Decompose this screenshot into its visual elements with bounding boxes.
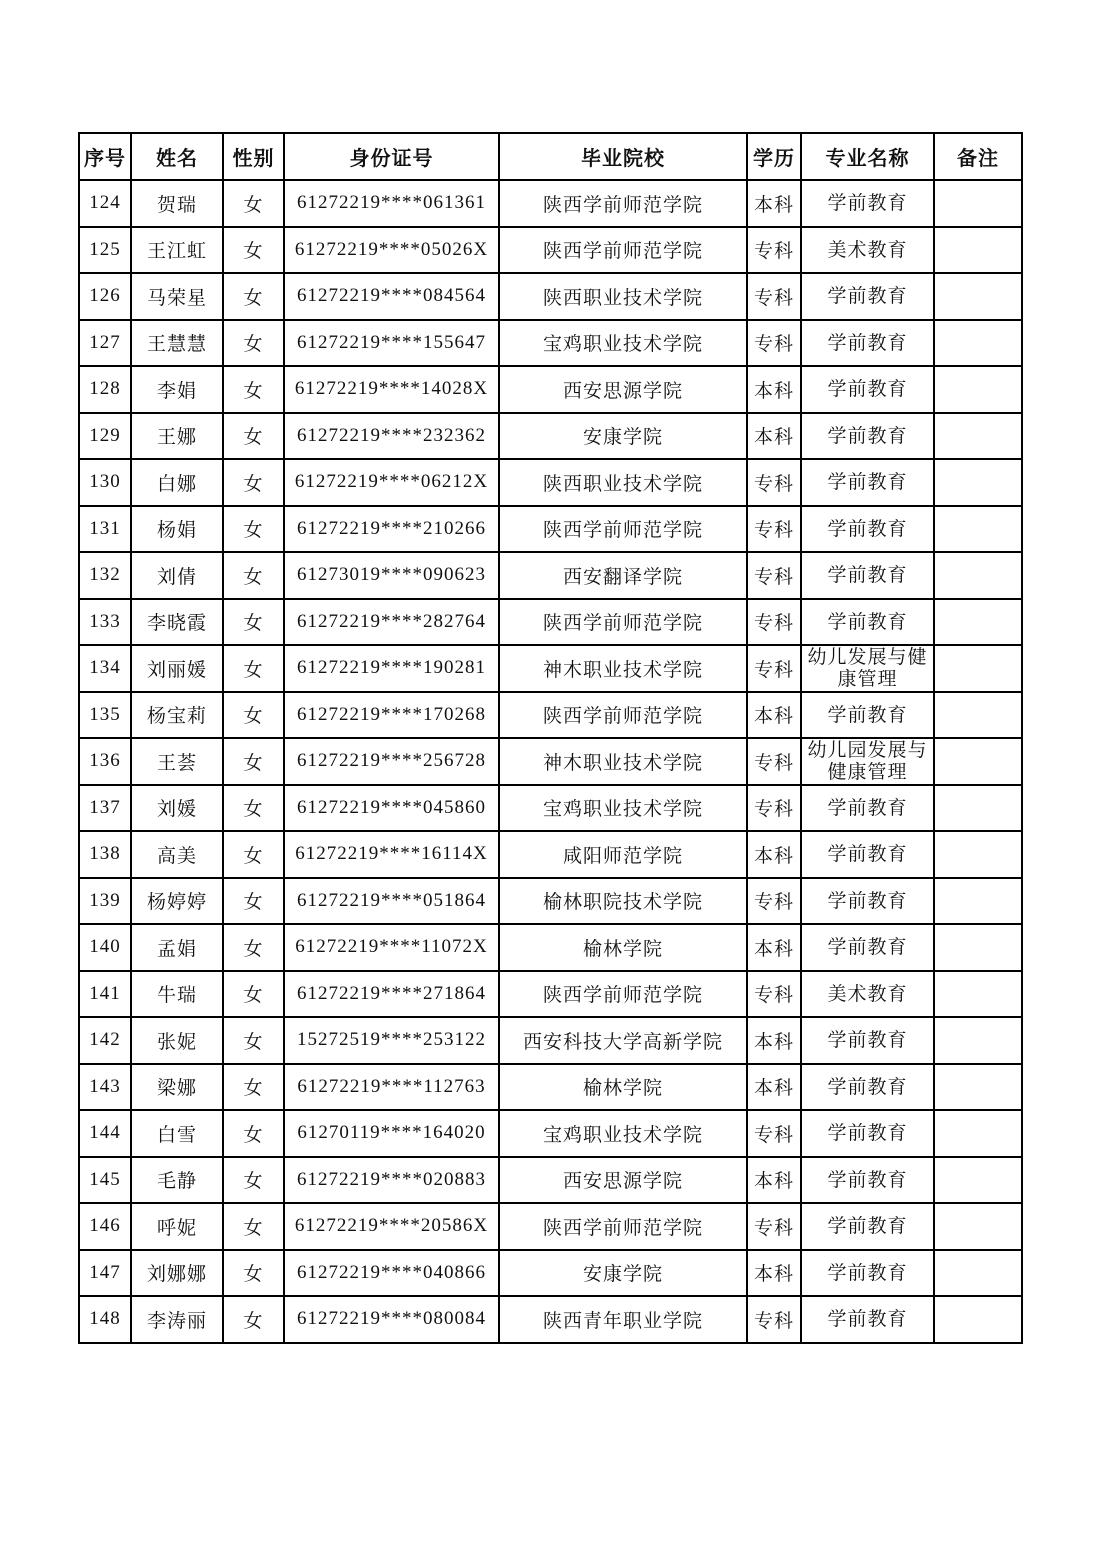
cell-education: 专科 — [747, 878, 801, 925]
cell-school: 咸阳师范学院 — [499, 831, 747, 878]
cell-school: 榆林学院 — [499, 1064, 747, 1111]
table-row — [79, 1296, 1022, 1343]
table-row — [79, 785, 1022, 832]
cell-school: 陕西学前师范学院 — [499, 180, 747, 227]
cell-name: 高美 — [131, 831, 223, 878]
cell-name: 刘娜娜 — [131, 1250, 223, 1297]
cell-no: 139 — [79, 878, 131, 925]
cell-id-number: 61272219****084564 — [284, 273, 499, 320]
header-cell-no: 序号 — [79, 133, 131, 180]
cell-note — [934, 645, 1022, 692]
cell-gender: 女 — [223, 180, 284, 227]
cell-note — [934, 506, 1022, 553]
cell-id-number: 61272219****040866 — [284, 1250, 499, 1297]
cell-major: 学前教育 — [801, 1110, 934, 1157]
header-cell-school: 毕业院校 — [499, 133, 747, 180]
cell-note — [934, 273, 1022, 320]
cell-major: 学前教育 — [801, 1064, 934, 1111]
cell-id-number: 61273019****090623 — [284, 552, 499, 599]
cell-school: 宝鸡职业技术学院 — [499, 320, 747, 367]
table-row — [79, 1203, 1022, 1250]
cell-gender: 女 — [223, 785, 284, 832]
roster-table — [78, 132, 1023, 1344]
table-row — [79, 273, 1022, 320]
cell-gender: 女 — [223, 1017, 284, 1064]
cell-no: 131 — [79, 506, 131, 553]
cell-no: 140 — [79, 924, 131, 971]
cell-id-number: 61272219****271864 — [284, 971, 499, 1018]
cell-no: 128 — [79, 366, 131, 413]
cell-name: 李涛丽 — [131, 1296, 223, 1343]
cell-no: 137 — [79, 785, 131, 832]
cell-id-number: 61272219****05026X — [284, 227, 499, 274]
table-row — [79, 366, 1022, 413]
cell-school: 宝鸡职业技术学院 — [499, 1110, 747, 1157]
cell-gender: 女 — [223, 1296, 284, 1343]
cell-no: 144 — [79, 1110, 131, 1157]
cell-no: 134 — [79, 645, 131, 692]
cell-name: 毛静 — [131, 1157, 223, 1204]
header-cell-gender: 性别 — [223, 133, 284, 180]
cell-note — [934, 1110, 1022, 1157]
header-row — [79, 133, 1022, 180]
cell-note — [934, 413, 1022, 460]
cell-no: 124 — [79, 180, 131, 227]
cell-gender: 女 — [223, 320, 284, 367]
cell-name: 刘倩 — [131, 552, 223, 599]
cell-major: 学前教育 — [801, 1250, 934, 1297]
cell-major: 学前教育 — [801, 785, 934, 832]
cell-education: 本科 — [747, 413, 801, 460]
cell-no: 146 — [79, 1203, 131, 1250]
cell-gender: 女 — [223, 506, 284, 553]
cell-name: 王慧慧 — [131, 320, 223, 367]
cell-major: 幼儿园发展与健康管理 — [801, 738, 934, 785]
cell-major: 学前教育 — [801, 273, 934, 320]
cell-no: 135 — [79, 692, 131, 739]
cell-id-number: 61272219****20586X — [284, 1203, 499, 1250]
table-row — [79, 831, 1022, 878]
cell-name: 李晓霞 — [131, 599, 223, 646]
cell-gender: 女 — [223, 1157, 284, 1204]
cell-education: 专科 — [747, 971, 801, 1018]
cell-note — [934, 785, 1022, 832]
cell-note — [934, 320, 1022, 367]
cell-major: 学前教育 — [801, 878, 934, 925]
cell-no: 148 — [79, 1296, 131, 1343]
cell-note — [934, 971, 1022, 1018]
cell-major: 学前教育 — [801, 180, 934, 227]
cell-gender: 女 — [223, 227, 284, 274]
cell-major: 学前教育 — [801, 599, 934, 646]
cell-name: 张妮 — [131, 1017, 223, 1064]
cell-note — [934, 878, 1022, 925]
cell-school: 榆林学院 — [499, 924, 747, 971]
cell-note — [934, 552, 1022, 599]
cell-gender: 女 — [223, 1203, 284, 1250]
cell-gender: 女 — [223, 924, 284, 971]
cell-school: 西安思源学院 — [499, 366, 747, 413]
cell-education: 专科 — [747, 1296, 801, 1343]
cell-no: 145 — [79, 1157, 131, 1204]
cell-major: 学前教育 — [801, 552, 934, 599]
cell-name: 孟娟 — [131, 924, 223, 971]
cell-education: 本科 — [747, 180, 801, 227]
cell-school: 神木职业技术学院 — [499, 645, 747, 692]
cell-gender: 女 — [223, 1110, 284, 1157]
cell-education: 本科 — [747, 831, 801, 878]
cell-education: 本科 — [747, 1250, 801, 1297]
cell-note — [934, 1250, 1022, 1297]
cell-id-number: 61272219****256728 — [284, 738, 499, 785]
cell-no: 143 — [79, 1064, 131, 1111]
cell-id-number: 61272219****232362 — [284, 413, 499, 460]
table-row — [79, 971, 1022, 1018]
cell-note — [934, 1017, 1022, 1064]
cell-school: 神木职业技术学院 — [499, 738, 747, 785]
cell-note — [934, 459, 1022, 506]
cell-name: 白娜 — [131, 459, 223, 506]
cell-note — [934, 1296, 1022, 1343]
cell-name: 杨娟 — [131, 506, 223, 553]
cell-major: 学前教育 — [801, 692, 934, 739]
table-row — [79, 924, 1022, 971]
cell-school: 西安翻译学院 — [499, 552, 747, 599]
cell-no: 130 — [79, 459, 131, 506]
cell-major: 学前教育 — [801, 506, 934, 553]
table-row — [79, 645, 1022, 692]
cell-school: 陕西学前师范学院 — [499, 506, 747, 553]
table-row — [79, 227, 1022, 274]
cell-no: 142 — [79, 1017, 131, 1064]
cell-id-number: 61272219****11072X — [284, 924, 499, 971]
table-row — [79, 552, 1022, 599]
cell-major: 学前教育 — [801, 1157, 934, 1204]
cell-education: 专科 — [747, 785, 801, 832]
cell-gender: 女 — [223, 971, 284, 1018]
cell-no: 132 — [79, 552, 131, 599]
table-row — [79, 878, 1022, 925]
cell-education: 专科 — [747, 227, 801, 274]
cell-school: 陕西学前师范学院 — [499, 1203, 747, 1250]
header-cell-id: 身份证号 — [284, 133, 499, 180]
cell-school: 安康学院 — [499, 413, 747, 460]
cell-name: 王荟 — [131, 738, 223, 785]
cell-education: 专科 — [747, 599, 801, 646]
cell-education: 专科 — [747, 273, 801, 320]
cell-name: 刘丽媛 — [131, 645, 223, 692]
cell-gender: 女 — [223, 413, 284, 460]
cell-school: 陕西职业技术学院 — [499, 273, 747, 320]
table-row — [79, 506, 1022, 553]
cell-education: 本科 — [747, 1017, 801, 1064]
cell-id-number: 61272219****045860 — [284, 785, 499, 832]
cell-gender: 女 — [223, 366, 284, 413]
cell-note — [934, 227, 1022, 274]
cell-major: 学前教育 — [801, 1203, 934, 1250]
cell-no: 136 — [79, 738, 131, 785]
cell-major: 美术教育 — [801, 227, 934, 274]
cell-major: 学前教育 — [801, 924, 934, 971]
cell-school: 宝鸡职业技术学院 — [499, 785, 747, 832]
cell-no: 127 — [79, 320, 131, 367]
cell-major: 学前教育 — [801, 320, 934, 367]
cell-id-number: 61272219****06212X — [284, 459, 499, 506]
cell-id-number: 61272219****16114X — [284, 831, 499, 878]
cell-id-number: 61272219****14028X — [284, 366, 499, 413]
cell-note — [934, 1203, 1022, 1250]
cell-id-number: 61272219****020883 — [284, 1157, 499, 1204]
cell-id-number: 15272519****253122 — [284, 1017, 499, 1064]
cell-note — [934, 692, 1022, 739]
table-row — [79, 1250, 1022, 1297]
table-row — [79, 1064, 1022, 1111]
cell-no: 129 — [79, 413, 131, 460]
cell-id-number: 61272219****190281 — [284, 645, 499, 692]
cell-id-number: 61270119****164020 — [284, 1110, 499, 1157]
cell-note — [934, 599, 1022, 646]
table-row — [79, 413, 1022, 460]
cell-name: 呼妮 — [131, 1203, 223, 1250]
cell-school: 陕西学前师范学院 — [499, 692, 747, 739]
cell-name: 王江虹 — [131, 227, 223, 274]
cell-school: 陕西青年职业学院 — [499, 1296, 747, 1343]
cell-school: 陕西学前师范学院 — [499, 971, 747, 1018]
cell-name: 杨宝莉 — [131, 692, 223, 739]
cell-id-number: 61272219****170268 — [284, 692, 499, 739]
table-row — [79, 692, 1022, 739]
cell-education: 本科 — [747, 692, 801, 739]
cell-name: 白雪 — [131, 1110, 223, 1157]
cell-no: 141 — [79, 971, 131, 1018]
table-row — [79, 1110, 1022, 1157]
cell-note — [934, 831, 1022, 878]
cell-major: 学前教育 — [801, 1296, 934, 1343]
cell-note — [934, 180, 1022, 227]
table-row — [79, 599, 1022, 646]
cell-name: 刘媛 — [131, 785, 223, 832]
cell-name: 牛瑞 — [131, 971, 223, 1018]
cell-major: 幼儿发展与健康管理 — [801, 645, 934, 692]
cell-education: 专科 — [747, 552, 801, 599]
table-row — [79, 738, 1022, 785]
cell-note — [934, 1157, 1022, 1204]
cell-note — [934, 924, 1022, 971]
cell-gender: 女 — [223, 273, 284, 320]
table-row — [79, 1157, 1022, 1204]
cell-no: 138 — [79, 831, 131, 878]
cell-education: 本科 — [747, 924, 801, 971]
cell-education: 专科 — [747, 320, 801, 367]
cell-note — [934, 738, 1022, 785]
cell-gender: 女 — [223, 552, 284, 599]
cell-no: 125 — [79, 227, 131, 274]
cell-education: 专科 — [747, 738, 801, 785]
cell-major: 学前教育 — [801, 366, 934, 413]
cell-no: 133 — [79, 599, 131, 646]
cell-id-number: 61272219****112763 — [284, 1064, 499, 1111]
roster-body — [79, 180, 1022, 1343]
cell-gender: 女 — [223, 459, 284, 506]
cell-major: 学前教育 — [801, 413, 934, 460]
table-row — [79, 320, 1022, 367]
cell-gender: 女 — [223, 1250, 284, 1297]
cell-no: 147 — [79, 1250, 131, 1297]
cell-education: 专科 — [747, 645, 801, 692]
cell-id-number: 61272219****051864 — [284, 878, 499, 925]
cell-name: 马荣星 — [131, 273, 223, 320]
cell-id-number: 61272219****080084 — [284, 1296, 499, 1343]
cell-education: 本科 — [747, 366, 801, 413]
table-row — [79, 1017, 1022, 1064]
cell-name: 杨婷婷 — [131, 878, 223, 925]
cell-gender: 女 — [223, 738, 284, 785]
cell-school: 陕西职业技术学院 — [499, 459, 747, 506]
cell-gender: 女 — [223, 878, 284, 925]
cell-major: 学前教育 — [801, 1017, 934, 1064]
table-row — [79, 180, 1022, 227]
cell-gender: 女 — [223, 599, 284, 646]
cell-major: 学前教育 — [801, 459, 934, 506]
cell-school: 西安思源学院 — [499, 1157, 747, 1204]
cell-note — [934, 1064, 1022, 1111]
cell-education: 专科 — [747, 506, 801, 553]
cell-id-number: 61272219****282764 — [284, 599, 499, 646]
header-cell-name: 姓名 — [131, 133, 223, 180]
cell-school: 陕西学前师范学院 — [499, 599, 747, 646]
cell-no: 126 — [79, 273, 131, 320]
cell-name: 李娟 — [131, 366, 223, 413]
cell-school: 榆林职院技术学院 — [499, 878, 747, 925]
header-cell-major: 专业名称 — [801, 133, 934, 180]
cell-school: 安康学院 — [499, 1250, 747, 1297]
table-row — [79, 459, 1022, 506]
cell-name: 梁娜 — [131, 1064, 223, 1111]
cell-major: 学前教育 — [801, 831, 934, 878]
cell-major: 美术教育 — [801, 971, 934, 1018]
cell-gender: 女 — [223, 1064, 284, 1111]
cell-id-number: 61272219****210266 — [284, 506, 499, 553]
cell-id-number: 61272219****061361 — [284, 180, 499, 227]
cell-name: 王娜 — [131, 413, 223, 460]
cell-education: 专科 — [747, 459, 801, 506]
cell-education: 本科 — [747, 1157, 801, 1204]
cell-id-number: 61272219****155647 — [284, 320, 499, 367]
cell-education: 专科 — [747, 1203, 801, 1250]
cell-gender: 女 — [223, 645, 284, 692]
cell-school: 陕西学前师范学院 — [499, 227, 747, 274]
cell-education: 专科 — [747, 1110, 801, 1157]
cell-gender: 女 — [223, 831, 284, 878]
header-cell-note: 备注 — [934, 133, 1022, 180]
cell-name: 贺瑞 — [131, 180, 223, 227]
cell-school: 西安科技大学高新学院 — [499, 1017, 747, 1064]
header-cell-education: 学历 — [747, 133, 801, 180]
cell-note — [934, 366, 1022, 413]
cell-education: 本科 — [747, 1064, 801, 1111]
cell-gender: 女 — [223, 692, 284, 739]
